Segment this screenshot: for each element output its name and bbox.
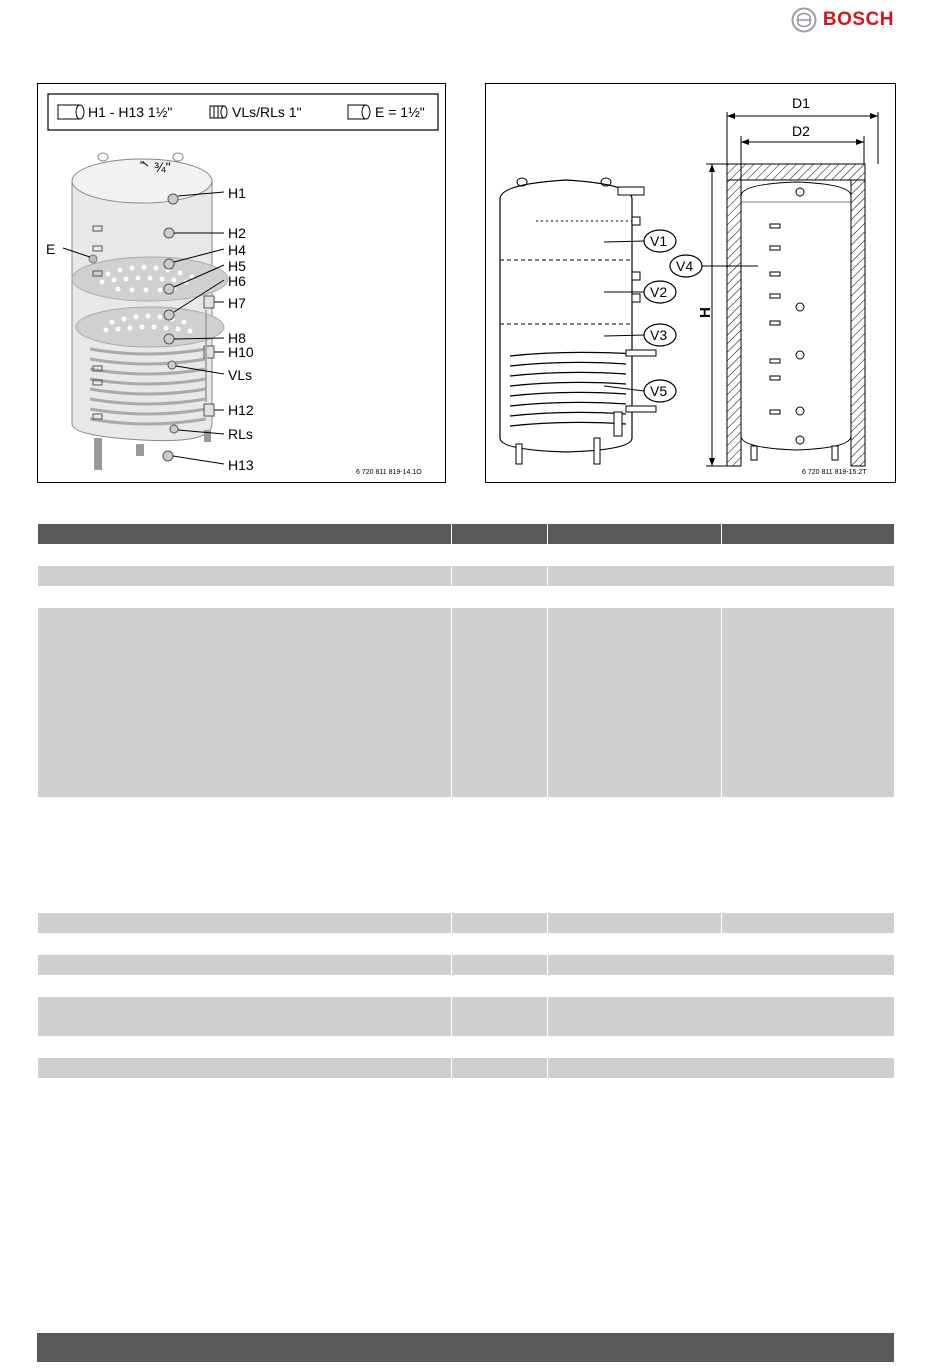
- bosch-armature-icon: [791, 7, 817, 33]
- legend-h-connections: H1 - H13 1½": [88, 104, 173, 120]
- label-h12: H12: [228, 402, 254, 418]
- table-cell: [38, 1037, 452, 1058]
- label-rls: RLs: [228, 426, 253, 442]
- table-body: [38, 545, 895, 1079]
- label-v3: V3: [650, 327, 668, 343]
- table-row: [38, 1037, 895, 1058]
- table-cell: [452, 566, 548, 587]
- label-h10: H10: [228, 344, 254, 360]
- table-cell: [722, 798, 895, 913]
- header-cell: [452, 524, 548, 545]
- label-vls: VLs: [228, 367, 253, 383]
- table-cell: [452, 798, 548, 913]
- specification-table: [37, 523, 895, 1079]
- table-cell: [548, 913, 722, 934]
- label-h1: H1: [228, 185, 246, 201]
- tank-connections-drawing: [38, 84, 445, 482]
- brand-name: BOSCH: [822, 9, 894, 30]
- table-cell: [548, 608, 722, 798]
- table-cell: [722, 1037, 895, 1058]
- table-cell: [452, 913, 548, 934]
- label-h8: H8: [228, 330, 246, 346]
- table-row: [38, 587, 895, 608]
- label-h6: H6: [228, 273, 246, 289]
- label-h13: H13: [228, 457, 254, 473]
- table-row: [38, 1058, 895, 1079]
- table-cell: [452, 934, 548, 955]
- table-cell: [38, 955, 452, 976]
- label-h: H: [697, 307, 714, 318]
- table-cell: [38, 608, 452, 798]
- table-row: [38, 997, 895, 1037]
- label-d1: D1: [792, 95, 810, 111]
- tank-dimensions-figure: [485, 83, 896, 483]
- table-cell: [548, 955, 895, 976]
- table-cell: [722, 608, 895, 798]
- table-cell: [38, 545, 452, 566]
- label-v5: V5: [650, 383, 668, 399]
- label-h4: H4: [228, 242, 246, 258]
- table-cell: [38, 997, 452, 1037]
- brand-logo: [791, 7, 894, 33]
- table-cell: [38, 913, 452, 934]
- table-cell: [38, 976, 452, 997]
- table-row: [38, 608, 895, 798]
- table-cell: [452, 587, 548, 608]
- table-row: [38, 566, 895, 587]
- label-h5: H5: [228, 258, 246, 274]
- table-cell: [452, 608, 548, 798]
- table-cell: [38, 587, 452, 608]
- label-top: ¾": [154, 159, 171, 175]
- table-cell: [548, 1058, 895, 1079]
- table-cell: [548, 545, 895, 566]
- table-cell: [452, 976, 548, 997]
- tank-connections-figure: [37, 83, 446, 483]
- table-row: [38, 934, 895, 955]
- table-row: [38, 545, 895, 566]
- footer-bar: [37, 1333, 894, 1362]
- table-row: [38, 976, 895, 997]
- tank-dimensions-drawing: [486, 84, 895, 482]
- table-cell: [452, 997, 548, 1037]
- label-d2: D2: [792, 123, 810, 139]
- table-cell: [548, 1037, 722, 1058]
- table-cell: [548, 976, 895, 997]
- table-cell: [722, 587, 895, 608]
- table-cell: [38, 1058, 452, 1079]
- table-cell: [38, 566, 452, 587]
- table-cell: [38, 798, 452, 913]
- table-header-row: [38, 524, 895, 545]
- table-cell: [38, 934, 452, 955]
- label-v2: V2: [650, 284, 668, 300]
- label-h7: H7: [228, 295, 246, 311]
- table-cell: [548, 997, 895, 1037]
- table-cell: [548, 587, 722, 608]
- header-cell: [722, 524, 895, 545]
- label-e: E: [46, 241, 56, 257]
- table-cell: [452, 955, 548, 976]
- table-cell: [548, 934, 895, 955]
- header-cell: [38, 524, 452, 545]
- table-cell: [548, 566, 895, 587]
- figure-code-left: 6 720 811 819-14.1O: [356, 469, 422, 476]
- legend-vls-rls: VLs/RLs 1": [232, 104, 302, 120]
- figure-code-right: 6 720 811 819-15.2T: [802, 469, 867, 476]
- table-row: [38, 955, 895, 976]
- table-cell: [722, 913, 895, 934]
- table-cell: [452, 1037, 548, 1058]
- table-cell: [452, 1058, 548, 1079]
- label-v1: V1: [650, 233, 668, 249]
- table-row: [38, 913, 895, 934]
- header-cell: [548, 524, 722, 545]
- label-v4: V4: [676, 258, 694, 274]
- table-row: [38, 798, 895, 913]
- table-cell: [548, 798, 722, 913]
- legend-e-connection: E = 1½": [375, 104, 425, 120]
- label-h2: H2: [228, 225, 246, 241]
- table-cell: [452, 545, 548, 566]
